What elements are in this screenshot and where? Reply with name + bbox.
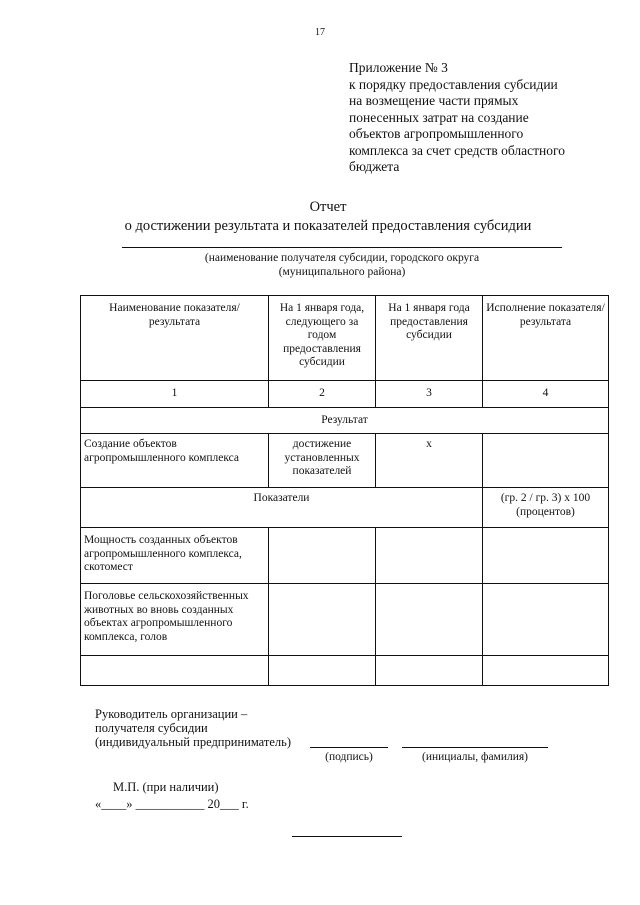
signature-caption: (подпись) [325,751,373,763]
result-row [81,434,609,488]
indicator-value-cell [376,584,483,656]
date-line: «____» ___________ 20___ г. [95,797,249,811]
report-table [80,295,609,686]
column-number: 2 [269,381,376,408]
appendix-line: на возмещение части прямых [349,93,519,108]
header-cell: На 1 января года предоставления субсидии [376,296,483,381]
indicator-value-cell [269,528,376,584]
indicators-section-row [81,488,609,528]
indicator-value-cell [376,656,483,686]
recipient-caption-line: (наименование получателя субсидии, городского округа [204,252,480,264]
header-cell: Исполнение показателя/ результата [483,296,609,381]
result-section-title: Результат [81,408,609,434]
indicator-name-cell: Мощность созданных объектов агропромышленного комплекса, скотомест [81,528,269,584]
bottom-rule [292,836,402,837]
indicators-formula: (гр. 2 / гр. 3) х 100 (процентов) [483,488,609,528]
result-col4-cell [483,434,609,488]
indicator-value-cell [483,584,609,656]
report-title: Отчет [309,199,347,215]
name-caption: (инициалы, фамилия) [421,751,529,763]
report-title-block [0,198,640,236]
indicator-name-cell: Поголовье сельскохозяйственных животных во вновь созданных объектах агропромышленного комплекса, голов [81,584,269,656]
column-number: 1 [81,381,269,408]
appendix-line: комплекса за счет средств областного [349,142,565,158]
page-number: 17 [315,27,325,38]
indicator-value-cell [269,584,376,656]
indicator-row [81,584,609,656]
name-field-line [402,747,548,748]
result-name-cell: Создание объектов агропромышленного комплекса [81,434,269,488]
indicator-value-cell [269,656,376,686]
column-number: 3 [376,381,483,408]
appendix-line: бюджета [349,159,400,174]
column-number-row [81,381,609,408]
recipient-caption [122,251,562,279]
table-header-row [81,296,609,381]
indicators-section-title: Показатели [81,488,483,528]
header-cell: Наименование показателя/результата [81,296,269,381]
signature-line-3: (индивидуальный предприниматель) [95,735,291,749]
recipient-name-line [122,247,562,248]
signature-field-line [310,747,388,748]
stamp-label: М.П. (при наличии) [113,780,219,794]
indicator-value-cell [483,528,609,584]
appendix-line: понесенных затрат на создание [349,109,529,125]
recipient-caption-line: (муниципального района) [278,266,406,278]
indicator-value-cell [376,528,483,584]
signature-block [95,707,291,749]
result-section-row [81,408,609,434]
result-col3-cell: х [376,434,483,488]
indicator-row [81,656,609,686]
appendix-line: объектов агропромышленного [349,126,524,141]
column-number: 4 [483,381,609,408]
appendix-line: к порядку предоставления субсидии [349,76,558,92]
appendix-line: Приложение № 3 [349,60,448,75]
indicator-row [81,528,609,584]
indicator-value-cell [483,656,609,686]
signature-line-2: получателя субсидии [95,721,208,735]
result-col2-cell: достижение установленных показателей [269,434,376,488]
appendix-header [349,60,629,176]
report-subtitle: о достижении результата и показателей предоставления субсидии [124,218,532,234]
header-cell: На 1 января года, следующего за годом предоставления субсидии [269,296,376,381]
signature-line-1: Руководитель организации – [95,707,248,721]
indicator-name-cell [81,656,269,686]
